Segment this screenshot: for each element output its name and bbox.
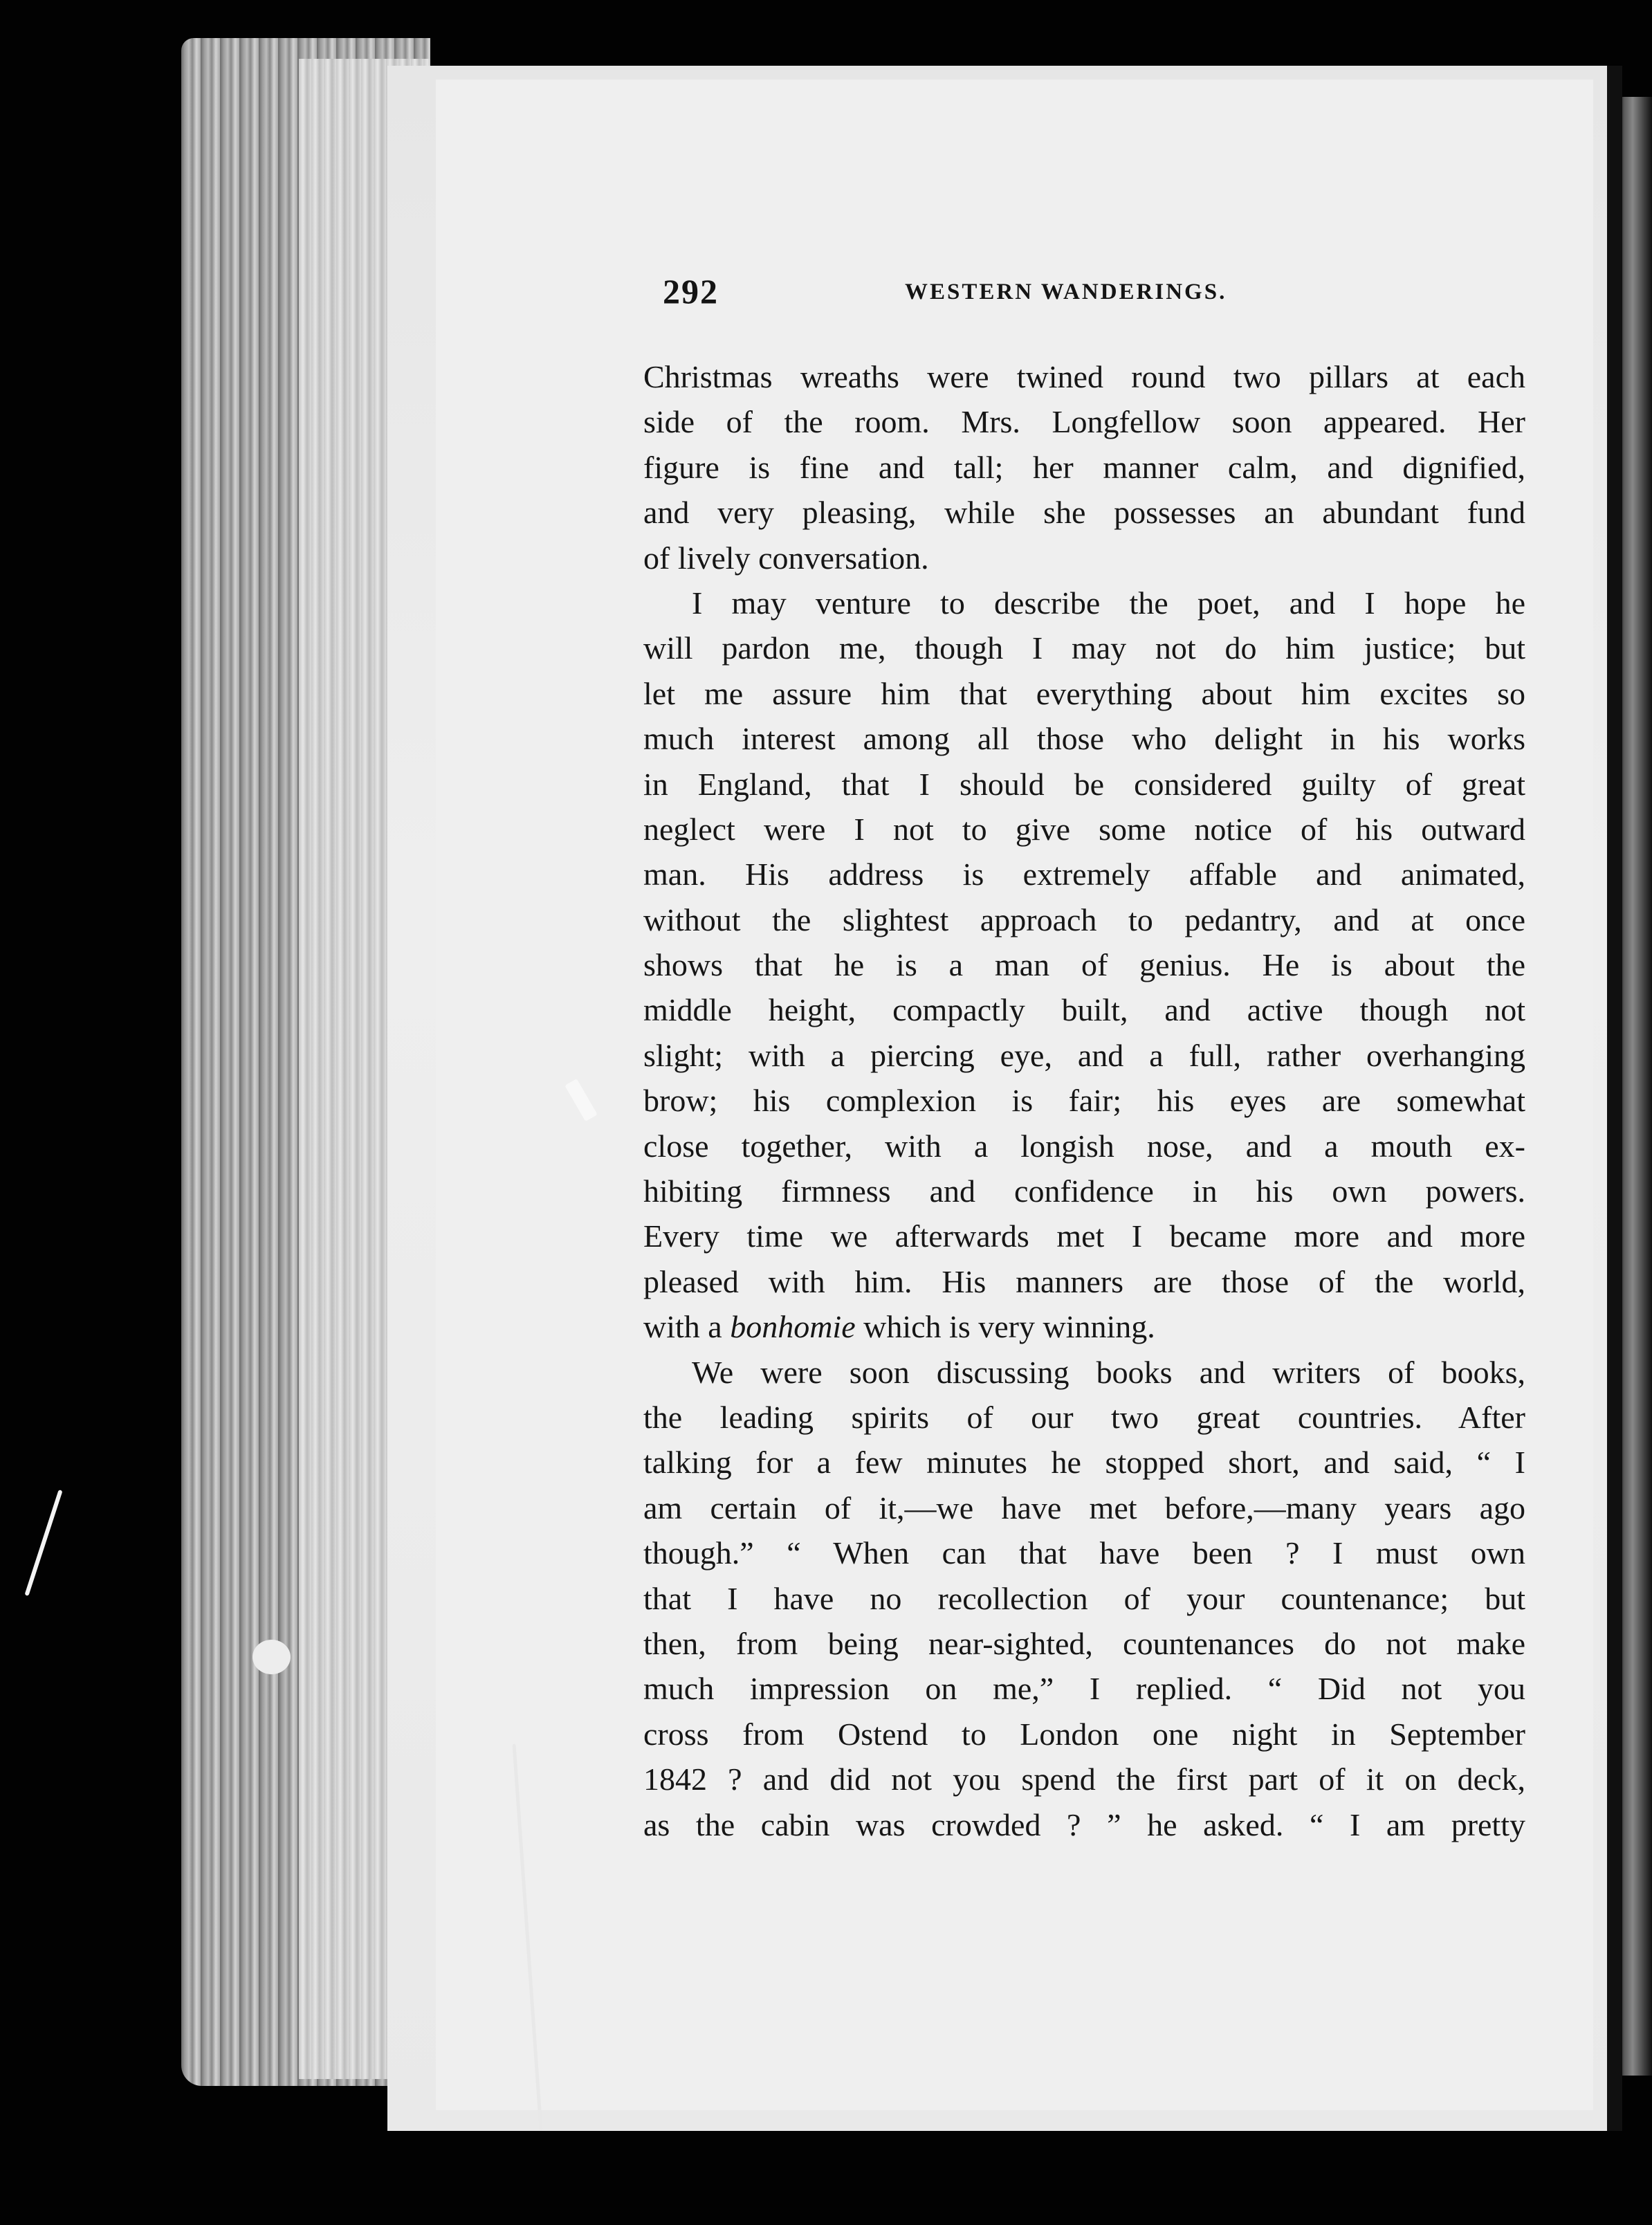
text-line: without the slightest approach to pedantry, and at once [643, 901, 1525, 937]
text-line: am certain of it,—we have met before,—many years ago [643, 1490, 1525, 1526]
text-line: much interest among all those who delight in his works [643, 721, 1525, 757]
italic-phrase: bonhomie [730, 1309, 856, 1345]
text-line: hibiting firmness and confidence in his own powers. [643, 1173, 1525, 1209]
text-line: talking for a few minutes he stopped short, and said, “ I [643, 1445, 1525, 1481]
text-line: side of the room. Mrs. Longfellow soon appeared. Her [643, 404, 1525, 440]
text-line: We were soon discussing books and writers of books, [692, 1354, 1525, 1390]
body-text [643, 354, 1525, 1847]
text-line: and very pleasing, while she possesses an abundant fund [643, 495, 1525, 531]
text-line: will pardon me, though I may not do him justice; but [643, 630, 1525, 666]
text-line: though.” “ When can that have been ? I must own [643, 1535, 1525, 1571]
text-line: man. His address is extremely affable and animated, [643, 857, 1525, 892]
text-line: in England, that I should be considered guilty of great [643, 766, 1525, 802]
film-scratch [24, 1490, 62, 1596]
text-line: figure is fine and tall; her manner calm, and dignified, [643, 449, 1525, 485]
text-line: close together, with a longish nose, and a mouth ex- [643, 1128, 1525, 1164]
running-title: WESTERN WANDERINGS. [905, 280, 1227, 304]
text-line: I may venture to describe the poet, and I hope he [692, 585, 1525, 621]
text-line: that I have no recollection of your countenance; but [643, 1580, 1525, 1616]
text-line: much impression on me,” I replied. “ Did not you [643, 1671, 1525, 1707]
text-line: Every time we afterwards met I became more and more [643, 1218, 1525, 1254]
paragraph-1 [643, 354, 1525, 580]
page-number: 292 [663, 272, 719, 311]
text-line: let me assure him that everything about him excites so [643, 675, 1525, 711]
text-line: of lively conversation. [643, 540, 929, 576]
text-line: cross from Ostend to London one night in September [643, 1716, 1525, 1752]
text-line: middle height, compactly built, and active though not [643, 992, 1525, 1028]
paragraph-3 [643, 1350, 1525, 1847]
text-line: the leading spirits of our two great countries. After [643, 1399, 1525, 1435]
text-line: shows that he is a man of genius. He is about the [643, 947, 1525, 983]
text-line: as the cabin was crowded ? ” he asked. “ I am pretty [643, 1806, 1525, 1842]
text-line: then, from being near-sighted, countenances do not make [643, 1625, 1525, 1661]
text-line: neglect were I not to give some notice of his outward [643, 811, 1525, 847]
text-line: brow; his complexion is fair; his eyes are somewhat [643, 1083, 1525, 1119]
running-head [663, 271, 1355, 313]
text-line: Christmas wreaths were twined round two pillars at each [643, 359, 1525, 394]
text-line: slight; with a piercing eye, and a full, rather overhanging [643, 1037, 1525, 1073]
text-line: 1842 ? and did not you spend the first part of it on deck, [643, 1761, 1525, 1797]
text-line: pleased with him. His manners are those of the world, [643, 1263, 1525, 1299]
film-scratch [253, 1640, 291, 1674]
paragraph-2 [643, 580, 1525, 1350]
text-line: with a bonhomie which is very winning. [643, 1309, 1155, 1345]
